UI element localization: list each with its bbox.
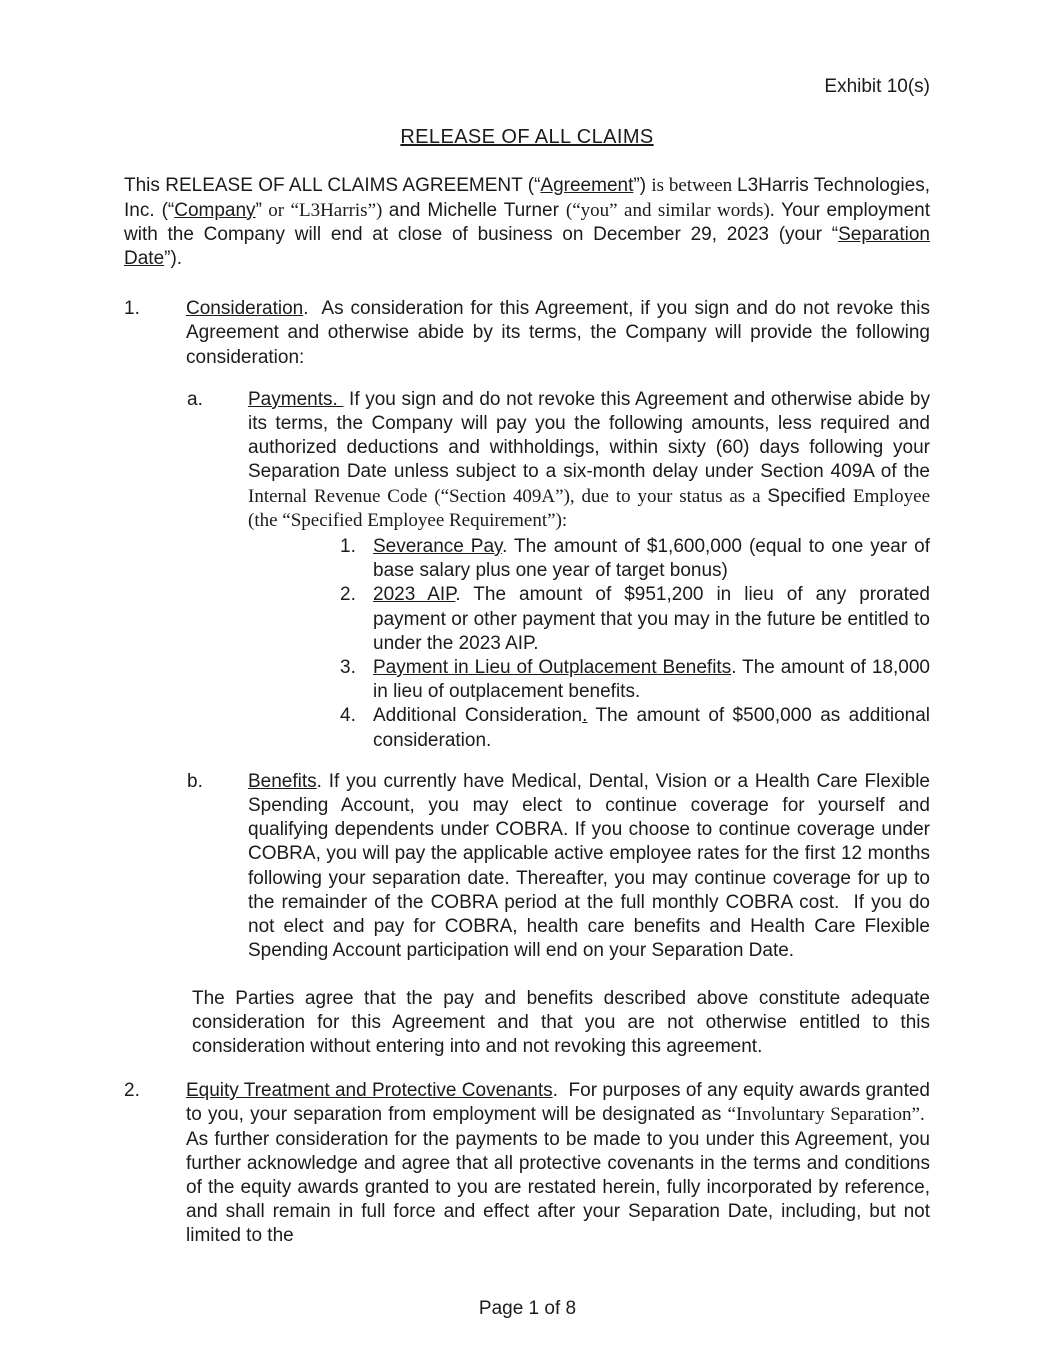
text-segment: . If you currently have Medical, Dental, Vision or a Health Care Flexible Spending Account, you may elect to continue coverage for yourself and qualifying dependents under COBRA. If you choose to continue coverage under COBRA, you will pay the applicable active employee rates for the first 12 months following your separation date. Thereafter, you may continue coverage for up to the remainder of the COBRA period at the full monthly COBRA cost. If you do not elect and pay for COBRA, health care benefits and Health Care Flexible Spending Account participation will end on your Separation Date. bbox=[248, 770, 930, 962]
payment-item-4-text bbox=[373, 704, 930, 752]
text-segment: ”). bbox=[164, 248, 183, 270]
underlined-text: Agreement bbox=[540, 175, 634, 197]
payment-item-outplacement bbox=[340, 656, 930, 704]
exhibit-label: Exhibit 10(s) bbox=[824, 76, 930, 97]
parties-agreement-paragraph bbox=[192, 987, 930, 1060]
payment-item-2-marker: 2. bbox=[340, 584, 356, 606]
text-segment: . The amount of 18,000 in lieu of outplacement benefits. bbox=[373, 657, 930, 703]
text-segment: . The amount of $1,600,000 (equal to one year of base salary plus one year of target bonus) bbox=[373, 536, 930, 582]
subsection-b-marker: b. bbox=[187, 770, 203, 792]
subsection-b-benefits bbox=[187, 770, 930, 964]
payment-item-3-marker: 3. bbox=[340, 657, 356, 679]
payment-item-1-text bbox=[373, 535, 930, 583]
underlined-text: . bbox=[582, 705, 588, 727]
underlined-text: Consideration bbox=[186, 298, 304, 320]
document-title-text: RELEASE OF ALL CLAIMS bbox=[400, 126, 654, 149]
underlined-text: Payment in Lieu of Outplacement Benefits bbox=[373, 657, 732, 679]
text-segment: “Involuntary Separation”. bbox=[727, 1104, 925, 1126]
section-1-consideration bbox=[124, 297, 930, 370]
subsection-a-payments bbox=[187, 388, 930, 533]
footer-page-number: Page 1 of 8 bbox=[478, 1298, 577, 1319]
text-segment: Employee (the “Specified Employee Requirement”): bbox=[248, 485, 930, 531]
text-segment: L3Harris Technologies, Inc. (“ bbox=[124, 175, 930, 221]
underlined-text: Equity Treatment and Protective Covenants bbox=[186, 1080, 553, 1102]
text-segment: The Parties agree that the pay and benefits described above constitute adequate consideration for this Agreement and that you are not otherwise entitled to this consideration without entering into and not revoking this agreement. bbox=[192, 987, 930, 1057]
section-1-marker: 1. bbox=[124, 298, 140, 320]
subsection-a-marker: a. bbox=[187, 388, 203, 410]
text-segment: . For purposes of any equity awards granted to you, your separation from employment will be designated as bbox=[186, 1080, 930, 1126]
intro-paragraph bbox=[124, 174, 930, 271]
payment-item-4-marker: 4. bbox=[340, 705, 356, 727]
payments-list bbox=[340, 535, 930, 753]
payment-item-3-text bbox=[373, 656, 930, 704]
text-segment: . The amount of $951,200 in lieu of any prorated payment or other payment that you may in the future be entitled to under the 2023 AIP. bbox=[373, 584, 930, 654]
text-segment: If you sign and do not revoke this Agreement and otherwise abide by its terms, the Company will pay you the following amounts, less required and authorized deductions and withholdings, within sixty (60) days following your Separation Date unless subject to a six-month delay under Section 409A of the bbox=[248, 388, 930, 483]
section-2-equity-treatment bbox=[124, 1079, 930, 1248]
text-segment: Your employment with the Company will end at close of business on December 29, 2023 (your “ bbox=[124, 199, 931, 245]
subsection-b-paragraph bbox=[248, 770, 930, 964]
subsection-a-paragraph bbox=[248, 388, 930, 533]
text-segment: The amount of $500,000 as additional consideration. bbox=[373, 705, 931, 751]
text-segment: or “L3Harris”) bbox=[261, 199, 389, 221]
text-segment: This RELEASE OF ALL CLAIMS AGREEMENT (“ bbox=[124, 175, 541, 197]
section-2-paragraph bbox=[186, 1079, 930, 1248]
payment-item-2-text bbox=[373, 583, 930, 656]
payment-item-aip bbox=[340, 583, 930, 656]
text-segment: As further consideration for the payments to be made to you under this Agreement, you further acknowledge and agree that all protective covenants in the terms and conditions of the equity awards granted to you are restated herein, fully incorporated by reference, and shall remain in full force and effect after your Separation Date, including, but not limited to the bbox=[186, 1104, 930, 1247]
payment-item-additional bbox=[340, 704, 930, 752]
text-segment: . As consideration for this Agreement, if you sign and do not revoke this Agreement and otherwise abide by its terms, the Company will provide the following consideration: bbox=[186, 298, 930, 368]
text-segment: Additional Consideration bbox=[373, 705, 583, 727]
text-segment: Internal Revenue Code (“Section 409A”), due to your status as a bbox=[248, 485, 768, 507]
underlined-text: Benefits bbox=[248, 770, 317, 792]
text-segment: (“you” and similar words). bbox=[565, 199, 775, 221]
section-2-marker: 2. bbox=[124, 1080, 140, 1102]
text-segment: is between bbox=[651, 175, 737, 197]
underlined-text: Payments. bbox=[248, 388, 344, 410]
underlined-text: Severance Pay bbox=[373, 536, 503, 558]
document-title bbox=[124, 125, 930, 150]
underlined-text: 2023 AIP bbox=[373, 584, 456, 606]
payment-item-severance bbox=[340, 535, 930, 583]
text-segment: ”) bbox=[633, 175, 652, 197]
section-1-paragraph bbox=[186, 297, 930, 370]
underlined-text: Separation Date bbox=[124, 223, 930, 270]
text-segment: and Michelle Turner bbox=[388, 199, 566, 221]
text-segment: ” bbox=[255, 199, 262, 221]
underlined-text: Company bbox=[174, 199, 256, 221]
payment-item-1-marker: 1. bbox=[340, 536, 356, 558]
text-segment: Specified bbox=[767, 485, 853, 507]
